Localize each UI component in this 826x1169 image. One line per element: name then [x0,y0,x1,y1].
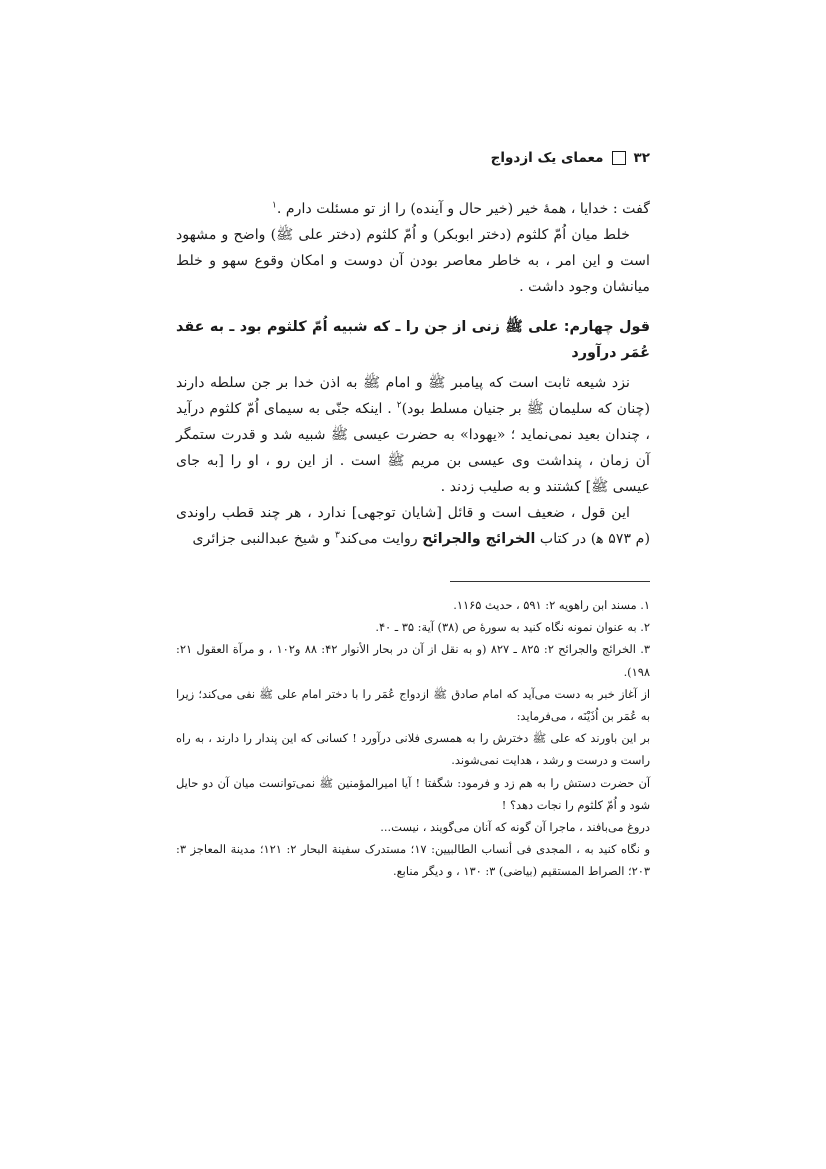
footnotes [176,594,650,883]
footnote-3-cont-5: و نگاه کنید به ، المجدی فی أنساب الطالبیین: ۱۷؛ مستدرک سفینة البحار ۲: ۱۲۱؛ مدینة المعاجز ۳: ۲۰۳؛ الصراط المستقیم (بیاضی) ۳: ۱۳۰ ، و دیگر منابع. [176,842,650,879]
footnote-ref-3: ۳ [334,530,340,541]
footnote-ref-2: ۲ [396,400,402,411]
main-text [176,196,650,552]
footnote-1: ۱. مسند ابن راهویه ۲: ۵۹۱ ، حدیث ۱۱۶۵. [453,598,650,612]
page-number: ۳۲ [633,150,650,166]
footnote-separator [450,581,650,582]
footnote-3-cont-3: آن حضرت دستش را به هم زد و فرمود: شگفتا ! آیا امیرالمؤمنین ﷺ نمی‌توانست میان آن دو حایل شود و اُمّ کلثوم را نجات دهد؟ ! [176,775,650,812]
book-title: الخرائج والجرائح [422,531,536,547]
footnote-3-cont-2: بر این باورند که علی ﷺ دخترش را به همسری فلانی درآورد ! کسانی که این پندار را دارند ، به راه راست و درست و رشد ، هدایت نمی‌شوند. [176,731,650,768]
running-title: معمای یک ازدواج [490,150,604,166]
paragraph-4-text-b: روایت می‌کند [339,531,423,547]
square-ornament-icon [612,151,626,165]
footnote-ref-1: ۱ [272,200,277,211]
paragraph-3-text-b: . اینکه جنّی به سیمای اُمّ کلثوم درآید ، چندان بعید نمی‌نماید ؛ «یهودا» به حضرت عیسی ﷺ شبیه شد و قدرت ستمگر آن زمان ، پنداشت وی عیسی بن مریم ﷺ است . از این رو ، او را [به جای عیسی ﷺ] کشتند و به صلیب زدند . [176,401,650,495]
section-heading: قول چهارم: علی ﷺ زنی از جن را ـ که شبیه اُمّ کلثوم بود ـ به عقد عُمَر درآورد [176,319,650,361]
paragraph-3-text-a: نزد شیعه ثابت است که پیامبر ﷺ و امام ﷺ به اذن خدا بر جن سلطه دارند (چنان که سلیمان ﷺ بر جنیان مسلط بود) [176,375,650,417]
footnote-3-cont-4: دروغ می‌بافند ، ماجرا آن گونه که آنان می‌گویند ، نیست... [380,820,650,835]
footnote-3-cont-1: از آغاز خبر به دست می‌آید که امام صادق ﷺ ازدواج عُمَر را با دختر امام علی ﷺ نفی می‌کند؛ زیرا به عُمَر بن اُذَیْنَه ، می‌فرماید: [176,686,650,724]
paragraph-4 [176,500,650,552]
running-header [491,150,650,166]
paragraph-1 [176,196,650,222]
paragraph-4-text-c: و شیخ عبدالنبی جزائری [192,531,335,547]
paragraph-3 [176,370,650,500]
paragraph-4-text-a: این قول ، ضعیف است و قائل [شایان توجهی] ندارد ، هر چند قطب راوندی (م ۵۷۳ ﻫ) در کتاب [176,505,650,547]
footnote-2: ۲. به عنوان نمونه نگاه کنید به سورۀ ص (۳۸) آیة: ۳۵ ـ ۴۰. [375,620,650,635]
footnote-3: ۳. الخرائج والجرائح ۲: ۸۲۵ ـ ۸۲۷ (و به نقل از آن در بحار الأنوار ۴۲: ۸۸ و۱۰۲ ، و مرآة العقول ۲۱: ۱۹۸). [176,642,651,679]
paragraph-1-text: گفت : خدایا ، همۀ خیر (خیر حال و آینده) را از تو مسئلت دارم . [276,201,650,217]
paragraph-2: خلط میان اُمّ کلثوم (دختر ابوبکر) و اُمّ کلثوم (دختر علی ﷺ) واضح و مشهود است و این امر ، به خاطر معاصر بودن آن دوست و امکان وقوع سهو و خلط میانشان وجود داشت . [176,227,650,295]
